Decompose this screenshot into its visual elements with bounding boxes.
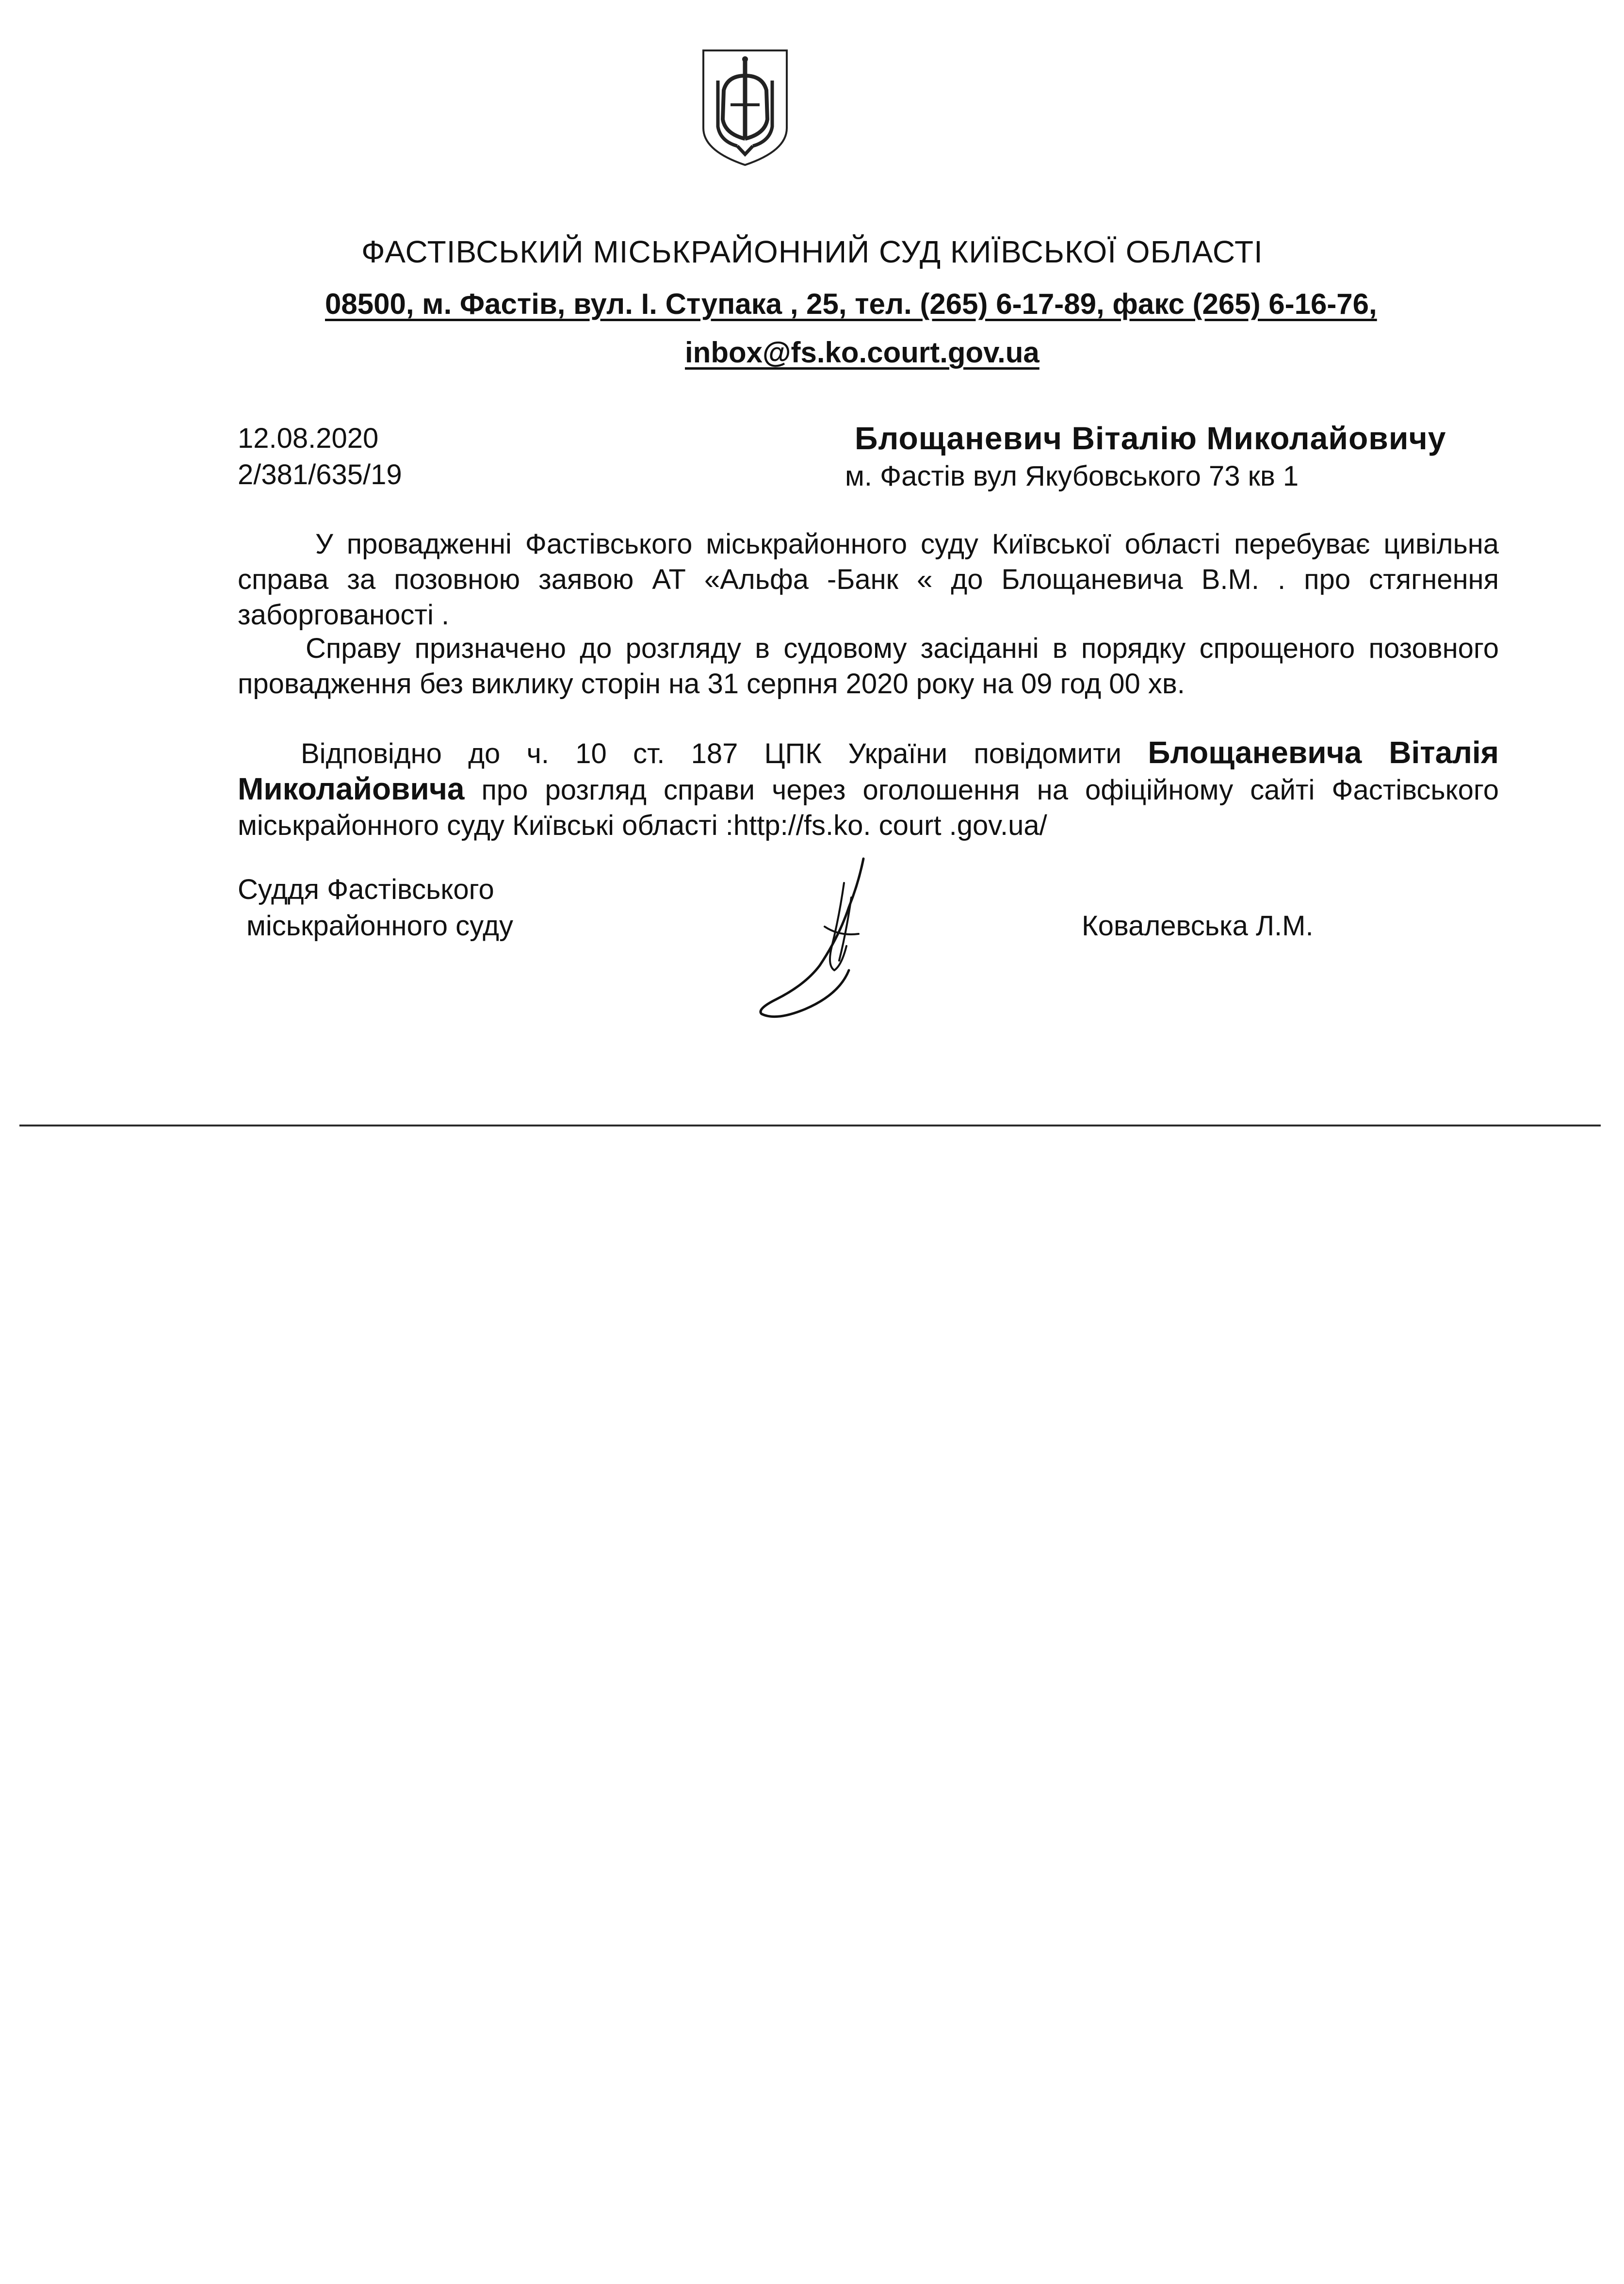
recipient-address: м. Фастів вул Якубовського 73 кв 1: [845, 460, 1299, 492]
handwritten-signature: [747, 854, 893, 1024]
defendant-name: Блощаневича Віталія Миколайовича: [238, 735, 1499, 806]
judge-title-line-2: міськрайонного суду: [246, 910, 514, 942]
paragraph-notification: [238, 735, 1499, 843]
notification-text-start: Відповідно до ч. 10 ст. 187 ЦПК України повідомити: [301, 738, 1148, 769]
judge-title-line-1: Суддя Фастівського: [238, 874, 494, 905]
case-number: 2/381/635/19: [238, 459, 402, 490]
paragraph-hearing-date: Справу призначено до розгляду в судовому засіданні в порядку спрощеного позовного провадження без виклику сторін на 31 серпня 2020 року на 09 год 00 хв.: [238, 633, 1499, 700]
recipient-name: Блощаневич Віталію Миколайовичу: [855, 420, 1446, 456]
court-address: 08500, м. Фастів, вул. І. Ступака , 25, тел. (265) 6-17-89, факс (265) 6-16-76,: [325, 288, 1377, 320]
paragraph-case-info: У провадженні Фастівського міськрайонного суду Київської області перебуває цивільна справа за позовною заявою АТ «Альфа -Банк « до Блощаневича В.М. . про стягнення заборгованості .: [238, 528, 1499, 631]
page-divider-line: [19, 1125, 1601, 1126]
document-date: 12.08.2020: [238, 423, 379, 454]
judge-name: Ковалевська Л.М.: [1082, 910, 1314, 942]
notification-text-end: про розгляд справи через оголошення на офіційному сайті Фастівського міськрайонного суду Київські області :http://fs.ko. court .gov.ua/: [238, 774, 1499, 841]
court-name: ФАСТІВСЬКИЙ МІСЬКРАЙОННИЙ СУД КИЇВСЬКОЇ ОБЛАСТІ: [361, 234, 1263, 269]
coat-of-arms-emblem: [698, 47, 792, 168]
court-email: inbox@fs.ko.court.gov.ua: [685, 336, 1039, 369]
